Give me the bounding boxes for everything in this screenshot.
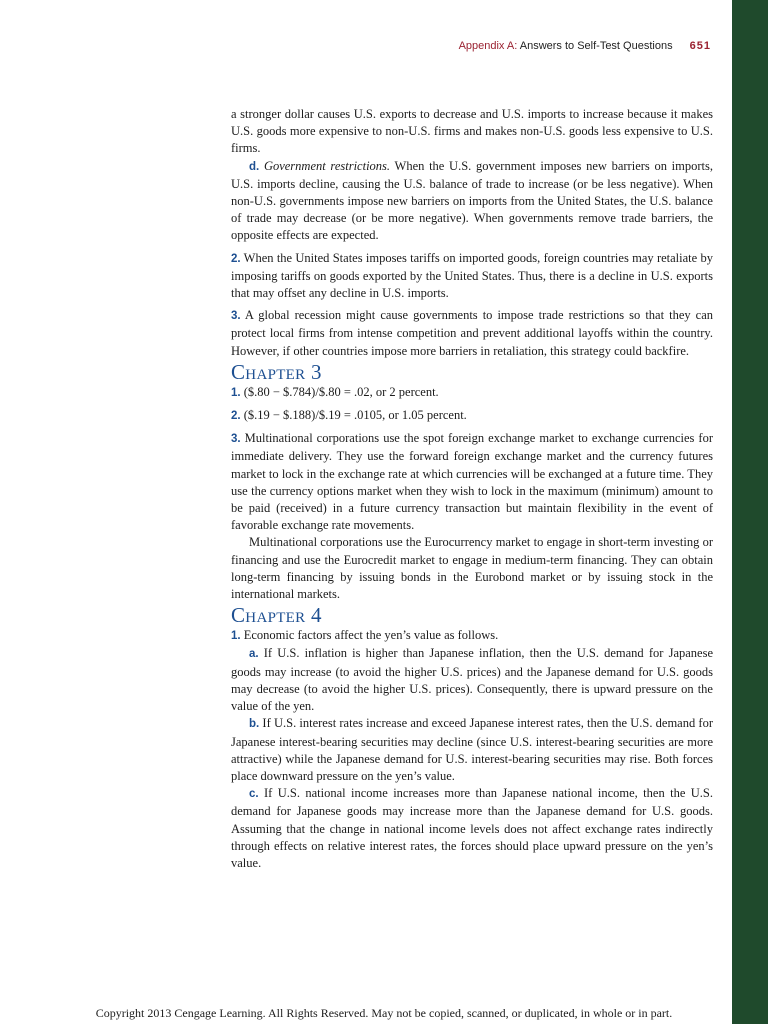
ch4-answer-1b: b. If U.S. interest rates increase and exceed Japanese interest rates, then the U.S. demand for Japanese interest-bearing securities may decline (since U.S. interest-bearing securities are more attractive) while the Japanese demand for U.S. interest-bearing securities may rise. Both forces place downward pressure on the yen’s value.: [231, 716, 713, 783]
item-label: d.: [249, 160, 260, 173]
answer-3: 3. A global recession might cause governments to impose trade restrictions so that they can protect local firms from intense competition and prevent additional layoffs within the country. However, if other countries impose more barriers in retaliation, this strategy could backfire.: [231, 308, 713, 358]
question-number: 3.: [231, 433, 241, 446]
question-number: 2.: [231, 252, 241, 265]
chapter-4-heading: Chapter 4: [231, 603, 322, 628]
chapter-3-heading: Chapter 3: [231, 359, 322, 384]
ch3-answer-3-cont: Multinational corporations use the Eurocurrency market to engage in short-term investing or financing and use the Eurocredit market to engage in medium-term financing. They can obtain long-term financing by issuing bonds in the Eurobond market or by issuing stock in the international markets.: [231, 535, 713, 602]
ch3-answer-1: 1. ($.80 − $.784)/$.80 = .02, or 2 percent.: [231, 384, 439, 399]
item-title: Government restrictions.: [263, 158, 391, 173]
page-content: [231, 106, 713, 872]
appendix-title: Answers to Self-Test Questions: [519, 40, 673, 52]
item-label: a.: [249, 648, 259, 661]
ch4-answer-1a: a. If U.S. inflation is higher than Japanese inflation, then the U.S. demand for Japanese goods may increase (to avoid the higher U.S. prices) and the Japanese demand for U.S. goods may decrease (to avoid the higher U.S. prices). Consequently, there is upward pressure on the value of the yen.: [231, 646, 713, 714]
answer-d: d. Government restrictions. When the U.S. government imposes new barriers on imports, U.S. imports decline, causing the U.S. balance of trade to increase (or be less negative). When non-U.S. governments impose new barriers on imports from the United States, the U.S. balance of trade may decrease (or be more negative). When governments remove trade barriers, the opposite effects are expected.: [231, 158, 713, 243]
question-number: 3.: [231, 310, 241, 323]
ch3-answer-2: 2. ($.19 − $.188)/$.19 = .0105, or 1.05 percent.: [231, 408, 467, 423]
item-label: c.: [249, 788, 259, 801]
answer-2: 2. When the United States imposes tariffs on imported goods, foreign countries may retaliate by imposing tariffs on goods exported by the United States. Thus, there is a decline in U.S. exports that may offset any decline in U.S. imports.: [231, 250, 713, 301]
continued-paragraph: a stronger dollar causes U.S. exports to decrease and U.S. imports to increase because it makes U.S. goods more expensive to non-U.S. firms and makes non-U.S. goods less expensive to U.S. firms.: [231, 107, 713, 156]
item-label: b.: [249, 718, 260, 731]
copyright-footer: Copyright 2013 Cengage Learning. All Rights Reserved. May not be copied, scanned, or duplicated, in whole or in part.: [95, 1006, 673, 1020]
appendix-label: Appendix A:: [458, 40, 518, 52]
ch4-answer-1: 1. Economic factors affect the yen’s value as follows.: [231, 628, 499, 643]
ch3-answer-3: 3. Multinational corporations use the spot foreign exchange market to exchange currencies for immediate delivery. They use the forward foreign exchange market and the currency futures market to lock in the exchange rate at which currencies will be exchanged at a future time. They use the currency options market when they wish to lock in the maximum (minimum) amount to be paid (received) in a future currency transaction but maintain flexibility in the event of favorable exchange rate movements.: [231, 431, 713, 533]
running-header: [0, 40, 711, 52]
question-number: 1.: [231, 386, 241, 399]
ch4-answer-1c: c. If U.S. national income increases more than Japanese national income, then the U.S. demand for Japanese goods may increase more than the Japanese demand for U.S. goods. Assuming that the change in national income levels does not affect exchange rates indirectly through effects on relative interest rates, the forces should place upward pressure on the yen’s value.: [231, 786, 713, 870]
side-color-bar: [732, 0, 768, 1024]
question-number: 1.: [231, 630, 241, 643]
page-number: 651: [689, 40, 711, 52]
question-number: 2.: [231, 410, 241, 423]
